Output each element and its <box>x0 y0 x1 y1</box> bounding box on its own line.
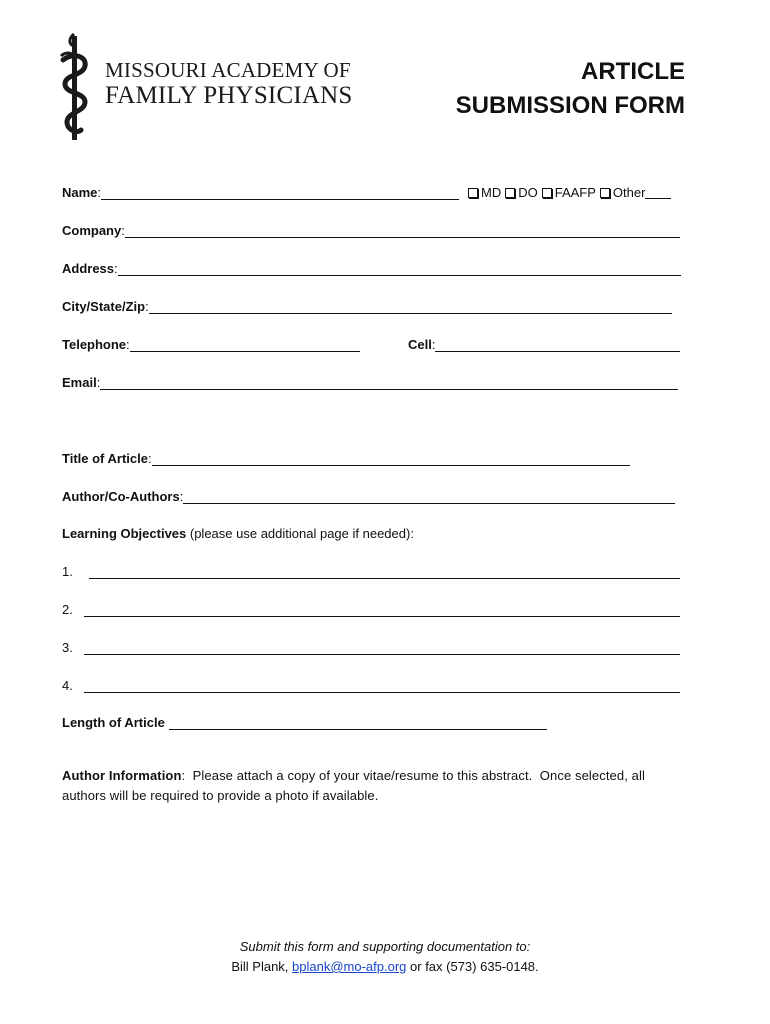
title-of-article-field[interactable] <box>152 451 630 466</box>
title-line1: ARTICLE <box>581 58 685 85</box>
name-row: Name : <box>62 180 459 200</box>
checkbox-other[interactable]: Other <box>600 185 672 200</box>
length-of-article-label: Length of Article <box>62 715 165 730</box>
title-line2: SUBMISSION FORM <box>455 92 685 119</box>
checkbox-md[interactable]: MD <box>468 185 501 200</box>
address-label: Address <box>62 261 115 276</box>
telephone-row: Telephone : <box>62 332 360 352</box>
objective-field-3[interactable] <box>84 640 680 655</box>
city-state-zip-label: City/State/Zip <box>62 299 146 314</box>
footer-contact <box>0 957 770 977</box>
checkbox-icon <box>505 188 515 198</box>
credential-checkboxes <box>468 180 675 200</box>
cell-field[interactable] <box>435 337 680 352</box>
objective-field-4[interactable] <box>84 678 680 693</box>
author-information-label: Author Information <box>62 768 182 783</box>
length-of-article-field[interactable] <box>169 715 547 730</box>
email-row: Email : <box>62 370 678 390</box>
page-title <box>456 55 685 123</box>
objective-field-2[interactable] <box>84 602 680 617</box>
logo-text-line2: FAMILY PHYSICIANS <box>105 82 353 109</box>
city-state-zip-field[interactable] <box>149 299 672 314</box>
city-state-zip-row: City/State/Zip : <box>62 294 672 314</box>
cell-label: Cell <box>408 337 432 352</box>
objective-number: 4. <box>62 678 73 693</box>
objective-field-1[interactable] <box>89 564 680 579</box>
company-label: Company <box>62 223 122 238</box>
title-of-article-label: Title of Article <box>62 451 148 466</box>
footer-contact-name: Bill Plank, <box>231 959 293 974</box>
email-field[interactable] <box>100 375 678 390</box>
title-of-article-row: Title of Article : <box>62 446 630 466</box>
checkbox-faafp[interactable]: FAAFP <box>542 185 596 200</box>
objective-number: 2. <box>62 602 73 617</box>
footer-instruction: Submit this form and supporting documentation to: <box>239 939 531 954</box>
author-information <box>62 766 682 806</box>
other-field[interactable] <box>645 186 671 199</box>
objective-number: 1. <box>62 564 73 579</box>
email-label: Email <box>62 375 97 390</box>
name-field[interactable] <box>101 185 459 200</box>
footer-fax: or fax (573) 635-0148. <box>406 959 539 974</box>
author-information-text: : Please attach a copy of your vitae/resume to this abstract. Once selected, all authors will be required to provide a photo if available. <box>62 768 649 803</box>
checkbox-do[interactable]: DO <box>505 185 538 200</box>
checkbox-icon <box>542 188 552 198</box>
address-row: Address : <box>62 256 681 276</box>
objective-row <box>62 559 680 579</box>
company-row: Company : <box>62 218 680 238</box>
length-of-article-row <box>62 710 547 730</box>
authors-field[interactable] <box>183 489 675 504</box>
checkbox-icon <box>468 188 478 198</box>
authors-label: Author/Co-Authors <box>62 489 180 504</box>
authors-row: Author/Co-Authors : <box>62 484 675 504</box>
objective-row <box>62 635 680 655</box>
objective-row <box>62 597 680 617</box>
footer <box>0 937 770 977</box>
cell-row: Cell : <box>408 332 680 352</box>
objective-number: 3. <box>62 640 73 655</box>
company-field[interactable] <box>125 223 680 238</box>
telephone-label: Telephone <box>62 337 127 352</box>
logo-text-line1: MISSOURI ACADEMY OF <box>105 58 351 82</box>
caduceus-icon <box>55 30 95 142</box>
address-field[interactable] <box>118 261 681 276</box>
learning-objectives-row <box>62 521 414 541</box>
logo <box>55 30 355 142</box>
contact-email-link[interactable]: bplank@mo-afp.org <box>292 959 407 974</box>
learning-objectives-note: (please use additional page if needed): <box>186 526 414 541</box>
checkbox-icon <box>600 188 610 198</box>
learning-objectives-label: Learning Objectives <box>62 526 187 541</box>
name-label: Name <box>62 185 98 200</box>
telephone-field[interactable] <box>130 337 360 352</box>
objective-row <box>62 673 680 693</box>
